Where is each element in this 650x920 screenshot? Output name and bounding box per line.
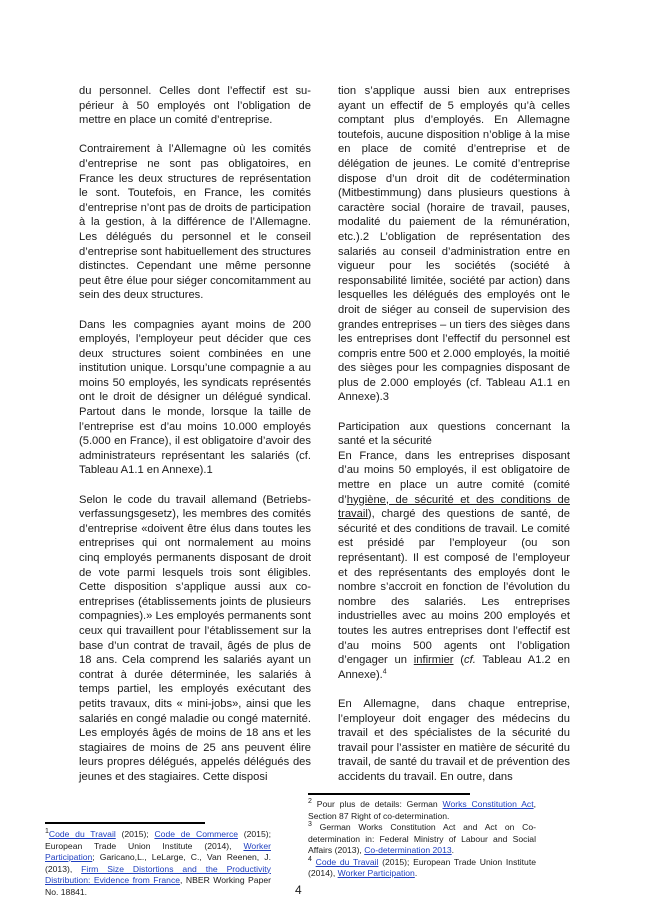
footnote-text: , NBER Working Paper No. 18841. — [45, 875, 271, 897]
left-column — [79, 84, 311, 785]
footnote-text: (2015); — [115, 829, 155, 839]
footnote-number: 3 — [308, 821, 312, 829]
footnotes-right — [308, 799, 536, 880]
section-heading: Participation aux questions concernant la santé et la sécurité — [338, 420, 570, 448]
text-run: ), chargé des questions de santé, de sécurité et des conditions de travail. Le comité est présidé par l’employeur (ou son représentant). Il est composé de l’employeur et des représentants des employés dont le nombre s’accroit en fonction de l’évolution du nombre des salariés. Les entreprises industrielles avec au moins 200 employés et toutes les autres entreprises dont l’effectif est d’au moins 500 agents ont l’obligation d’engager un — [338, 508, 570, 667]
footnote-link[interactable]: Code du Travail — [315, 856, 379, 867]
text-run: En France, dans les entreprises disposant d’au moins 50 employés, il est obligatoire de mettre en place un autre comité (comité d’ — [338, 449, 570, 506]
footnote-separator — [308, 793, 470, 795]
footnote-number: 4 — [308, 855, 312, 863]
footnote-link[interactable]: Worker Participation — [337, 868, 415, 878]
footnote-link[interactable]: Worker Participation — [45, 840, 271, 862]
footnote-separator — [45, 822, 205, 824]
footnote-text: . — [451, 845, 455, 855]
paragraph: Dans les compagnies ayant moins de 200 employés, l’employeur peut décider que ces deux structures soient combinées en une institution unique. Lorsqu’une compagnie a au moins 50 employés, les syndicats représentés ont le droit de désigner un délégué syndical. Partout dans le monde, lorsque la taille de l’entreprise est d’au moins 10.000 employés (5.000 en France), il est obligatoire d’avoir des administrateurs représentant les salariés (cf. Tableau A1.1 en Annexe).1 — [79, 318, 311, 477]
text-run: cf. — [464, 654, 476, 667]
page-number: 4 — [295, 883, 302, 897]
footnote-text: Pour plus de details: German — [311, 799, 443, 809]
footnote — [308, 857, 536, 880]
footnote-number: 1 — [45, 828, 49, 836]
footnotes-left — [45, 829, 271, 898]
paragraph: Selon le code du travail allemand (Betriebsverfassungsgesetz), les membres des comités d’entreprise «doivent être élus dans toutes les entreprises qui ont normalement au moins cinq employés permanents disposant de droit de vote parmi lesquels trois sont éligibles. Cette disposition s’applique aussi aux co-entreprises (établissements joints de plusieurs compagnies).» Les employés permanents sont ceux qui travaillent pour l’établissement sur la base d’un contrat de travail, âgés de plus de 18 ans. Cela comprend les salariés ayant un contrat à durée déterminée, les salariés à temps partiel, les employés exécutant des petits travaux, dits « mini-jobs», ainsi que les salariés en congé maladie ou congé maternité. Les employés âgés de moins de 18 ans et les stagiaires de moins de 25 ans peuvent élire leurs propres délégués, appelés délégués des jeunes et des stagiaires. Cette disposi — [79, 493, 311, 783]
footnote-text: . — [414, 868, 418, 878]
footnote-ref[interactable]: 4 — [382, 668, 387, 676]
footnote — [45, 829, 271, 898]
footnote-text: German Works Constitution Act and Act on Co-determination in: Federal Ministry of Labour and Social Affairs (2013), — [308, 822, 536, 855]
footnote-text: (2015); European Trade Union Institute (2014), — [45, 829, 271, 851]
text-run: ( — [453, 654, 465, 667]
chsct-link[interactable]: hygiène, de sécurité et des conditions de travail — [338, 493, 570, 521]
footnote-text: ; Garicano,L., LeLarge, C., Van Reenen, J. (2013), — [45, 852, 271, 874]
footnote — [308, 799, 536, 822]
paragraph: du personnel. Celles dont l’effectif est supérieur à 50 employés ont l’obligation de mettre en place un comité d’entreprise. — [79, 85, 311, 127]
paragraph: tion s’applique aussi bien aux entreprises ayant un effectif de 5 employés qu’à celles comptant plus d’employés. En Allemagne toutefois, aucune disposition n’oblige à la mise en place de comité d’entreprise et de délégation de jeunes. Le comité d’entreprise dispose d’un droit dit de codétermination (Mitbestimmung) dans plusieurs questions à caractère social (horaire de travail, pauses, modalité du paiement de la rémunération, etc.).2 L’obligation de représentation des salariés au conseil d’administration entre en vigueur pour les sociétés (société à responsabilité limitée, société par action) dans lesquelles les délégués des employés ont le droit de siéger au conseil de supervision des grandes entreprises – un tiers des sièges dans les entreprises dont l’effectif du personnel est compris entre 500 et 2.000 employés, la moitié des sièges pour les compagnies disposant de plus de 2.000 employés (cf. Tableau A1.1 en Annexe).3 — [338, 85, 570, 404]
footnote-text: (2015); European Trade Union Institute (2014), — [308, 856, 536, 878]
text-run: Tableau A1.2 en Annexe). — [338, 654, 570, 681]
right-column — [338, 84, 570, 785]
footnote-link[interactable]: Works Constitution Act — [442, 799, 534, 809]
footnote-link[interactable]: Co-determination 2013 — [364, 845, 452, 855]
footnote-link[interactable]: Code du Travail — [48, 829, 116, 839]
footnote-number: 2 — [308, 798, 312, 806]
footnote-text: , Section 87 Right of co-determination. — [308, 799, 536, 821]
footnote — [308, 822, 536, 857]
paragraph: En Allemagne, dans chaque entreprise, l’employeur doit engager des médecins du travail et des spécialistes de la sécurité du travail pour l’assister en matière de sécurité du travail, de santé du travail et de prévention des accidents du travail. En outre, dans — [338, 697, 570, 783]
footnote-link[interactable]: Code de Commerce — [154, 829, 239, 839]
paragraph — [338, 449, 570, 683]
infirmier-link[interactable]: infirmier — [413, 654, 454, 667]
footnote-link[interactable]: Firm Size Distortions and the Productivity Distribution: Evidence from France — [45, 863, 271, 885]
paragraph: Contrairement à l’Allemagne où les comités d’entreprise ne sont pas obligatoires, en France les deux structures de représentation le sont. Toutefois, en France, les comités d’entreprise n’ont pas de droits de participation à la gestion, à la différence de l’Allemagne. Les délégués du personnel et le conseil d’entreprise sont habituellement des structures distinctes. Cependant une même personne peut être élue pour siéger concomitamment au sein des deux structures. — [79, 143, 311, 302]
